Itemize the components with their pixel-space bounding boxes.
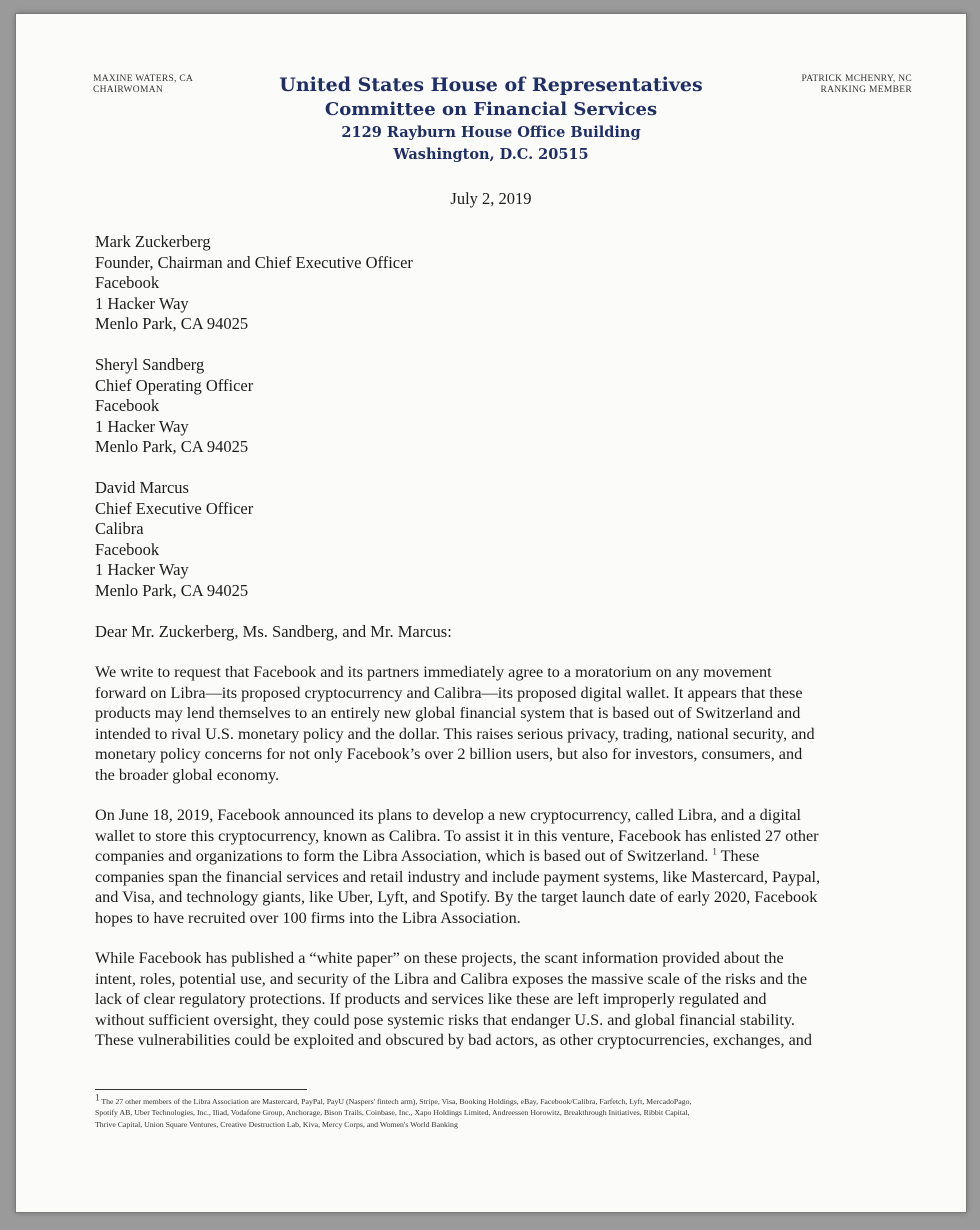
recipient-line: David Marcus [95,478,189,497]
paragraph-line: forward on Libra—its proposed cryptocurrency and Calibra—its proposed digital wallet. It appears that these [95,683,803,702]
recipient-line: Calibra [95,519,144,538]
salutation: Dear Mr. Zuckerberg, Ms. Sandberg, and Mr. Marcus: [95,622,452,641]
recipient-line: Chief Executive Officer [95,498,254,518]
paragraph-line: hopes to have recruited over 100 firms into the Libra Association. [95,908,521,927]
paragraph-line-with-footnote [95,846,895,867]
recipient-block [95,478,253,601]
paragraph-line: the broader global economy. [95,765,280,784]
letterhead [16,72,966,166]
letterhead-house: United States House of Representatives [279,74,703,96]
footnote [95,1092,915,1130]
recipient-line: 1 Hacker Way [95,293,189,313]
body-paragraph [95,662,895,786]
paragraph-line-text: companies and organizations to form the Libra Association, which is based out of Switzerland. [95,847,709,866]
letter-date: July 2, 2019 [450,189,532,208]
paragraph-line: without sufficient oversight, they could pose systemic risks that endanger U.S. and global financial stability. [95,1010,795,1029]
recipient-line: 1 Hacker Way [95,416,189,436]
footnote-line: Spotify AB, Uber Technologies, Inc., Iliad, Vodafone Group, Anchorage, Bison Trails, Coinbase, Inc., Xapo Holdings Limited, Andreessen Horowitz, Breakthrough Initiatives, Ribbit Capital, [95,1108,690,1118]
letter-page [16,14,966,1212]
recipient-line: Mark Zuckerberg [95,232,211,251]
letterhead-committee: Committee on Financial Services [324,99,658,120]
paragraph-line: intended to rival U.S. monetary policy and the dollar. This raises serious privacy, trading, national security, and [95,724,815,743]
recipient-line: Chief Operating Officer [95,375,254,395]
paragraph-line: These vulnerabilities could be exploited and obscured by bad actors, as other cryptocurrencies, exchanges, and [95,1031,812,1050]
recipient-line: Facebook [95,396,160,415]
footnote-reference[interactable]: 1 [712,846,717,857]
chairwoman-name: MAXINE WATERS, CA [93,74,194,84]
footnote-text: The 27 other members of the Libra Association are Mastercard, PayPal, PayU (Naspers' fintech arm), Stripe, Visa, Booking Holdings, eBay, Facebook/Calibra, Farfetch, Lyft, MercadoPago, [101,1097,692,1106]
recipient-block [95,232,413,335]
footnote-line: Thrive Capital, Union Square Ventures, Creative Destruction Lab, Kiva, Mercy Corps, and Women's World Banking [95,1119,458,1129]
paragraph-line: wallet to store this cryptocurrency, known as Calibra. To assist it in this venture, Facebook has enlisted 27 other [95,826,819,845]
paragraph-line-text: These [720,847,760,866]
recipient-block [95,355,253,458]
ranking-member-name: PATRICK MCHENRY, NC [801,74,912,84]
recipient-line: 1 Hacker Way [95,560,189,579]
paragraph-line: monetary policy concerns for not only Facebook’s over 2 billion users, but also for investors, consumers, and [95,745,803,764]
paragraph-line: On June 18, 2019, Facebook announced its plans to develop a new cryptocurrency, called Libra, and a digital [95,806,802,824]
recipient-line: Facebook [95,273,160,292]
recipient-line: Facebook [95,539,160,559]
recipient-line: Sheryl Sandberg [95,355,205,374]
body-paragraph [95,805,895,929]
paragraph-line: companies span the financial services and retail industry and include payment systems, like Mastercard, Paypal, [95,867,821,886]
body-paragraph [95,948,895,1051]
ranking-member-title: RANKING MEMBER [820,85,912,95]
chairwoman-title: CHAIRWOMAN [93,85,164,95]
letterhead-city: Washington, D.C. 20515 [393,146,589,163]
paragraph-line: lack of clear regulatory protections. If products and services like these are left improperly regulated and [95,990,767,1009]
paragraph-line: We write to request that Facebook and its partners immediately agree to a moratorium on any movement [95,663,772,681]
paragraph-line: While Facebook has published a “white paper” on these projects, the scant information provided about the [95,949,784,967]
footnote-number: 1 [95,1092,100,1103]
footnote-divider [95,1089,307,1090]
recipient-line: Menlo Park, CA 94025 [95,437,249,456]
recipient-line: Menlo Park, CA 94025 [95,314,249,333]
paragraph-line: and Visa, and technology giants, like Uber, Lyft, and Spotify. By the target launch date of early 2020, Facebook [95,888,818,907]
recipient-line: Founder, Chairman and Chief Executive Officer [95,252,413,272]
footnote-line [95,1092,915,1107]
recipient-line: Menlo Park, CA 94025 [95,580,249,600]
paragraph-line: products may lend themselves to an entirely new global financial system that is based out of Switzerland and [95,704,801,723]
paragraph-line: intent, roles, potential use, and security of the Libra and Calibra exposes the massive scale of the risks and the [95,969,808,988]
letterhead-address: 2129 Rayburn House Office Building [341,124,641,141]
